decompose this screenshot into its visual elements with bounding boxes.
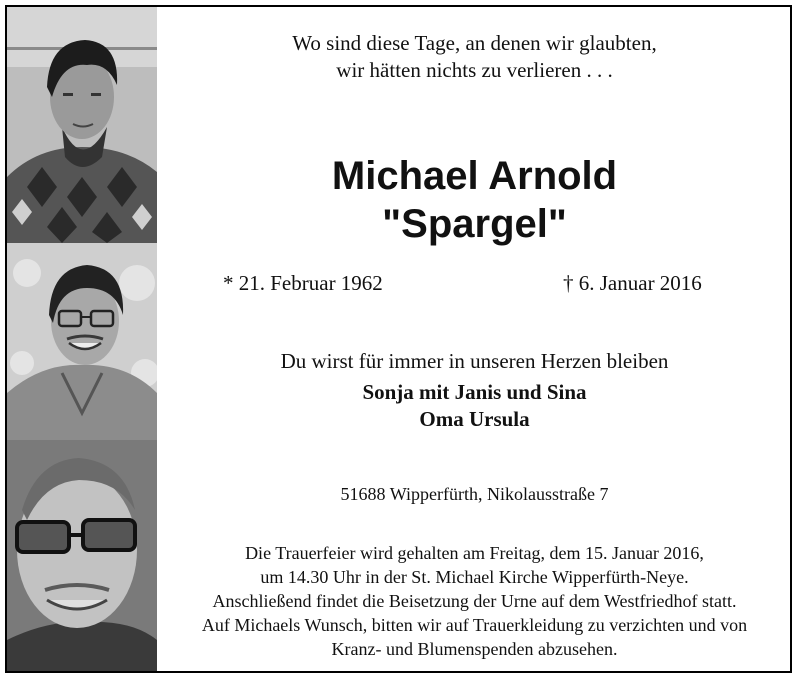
deceased-name: Michael Arnold bbox=[331, 154, 618, 198]
family-address: 51688 Wipperfürth, Nikolausstraße 7 bbox=[340, 484, 609, 504]
quote-line-2: wir hätten nichts zu verlieren . . . bbox=[336, 58, 613, 82]
funeral-notice bbox=[159, 541, 790, 661]
notice-line-3: Anschließend findet die Beisetzung der Urne auf dem Westfriedhof statt. bbox=[212, 591, 737, 611]
portrait-photo-young bbox=[7, 7, 157, 243]
opening-quote bbox=[159, 30, 790, 84]
portrait-photo-middle bbox=[7, 243, 157, 440]
portrait-photo-older bbox=[7, 440, 157, 673]
photo-column bbox=[7, 7, 157, 671]
notice-line-2: um 14.30 Uhr in der St. Michael Kirche Wipperfürth-Neye. bbox=[260, 567, 689, 587]
deceased-nickname: "Spargel" bbox=[382, 202, 567, 246]
notice-line-4: Auf Michaels Wunsch, bitten wir auf Trauerkleidung zu verzichten und von bbox=[201, 615, 748, 635]
dedication-line: Du wirst für immer in unseren Herzen bleiben bbox=[280, 349, 669, 373]
notice-line-1: Die Trauerfeier wird gehalten am Freitag, dem 15. Januar 2016, bbox=[245, 543, 704, 563]
mourners-line-1: Sonja mit Janis und Sina bbox=[362, 380, 587, 404]
notice-line-5: Kranz- und Blumenspenden abzusehen. bbox=[331, 639, 618, 659]
quote-line-1: Wo sind diese Tage, an denen wir glaubten, bbox=[292, 31, 657, 55]
birth-date: * 21. Februar 1962 bbox=[223, 271, 383, 295]
notice-text bbox=[159, 7, 790, 671]
obituary-notice bbox=[5, 5, 792, 673]
mourners-line-2: Oma Ursula bbox=[419, 407, 530, 431]
death-date: † 6. Januar 2016 bbox=[563, 271, 702, 295]
mourners-list bbox=[159, 379, 790, 433]
